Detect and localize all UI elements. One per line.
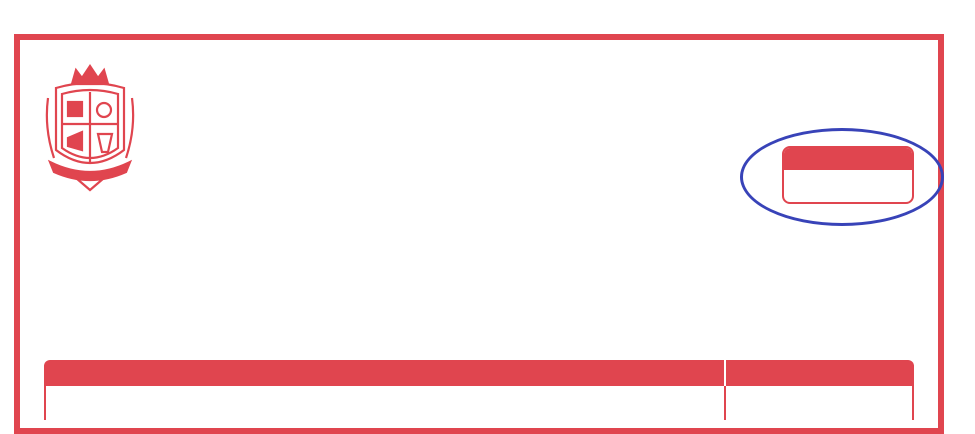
table-left-edge (44, 386, 46, 420)
header-rfc (726, 360, 914, 386)
header-nombre-contribuyente (44, 360, 724, 386)
contribuyente-table (44, 360, 914, 420)
municipal-coat-of-arms-icon (42, 58, 138, 194)
decorative-border-right (932, 46, 940, 416)
rfc-value (736, 388, 914, 416)
nombre-contribuyente-value (210, 388, 710, 416)
decorative-border-left (16, 46, 24, 416)
decorative-border-top (20, 36, 938, 46)
table-column-divider (724, 386, 726, 420)
table-right-edge (912, 386, 914, 420)
annotation-circle (740, 128, 944, 226)
